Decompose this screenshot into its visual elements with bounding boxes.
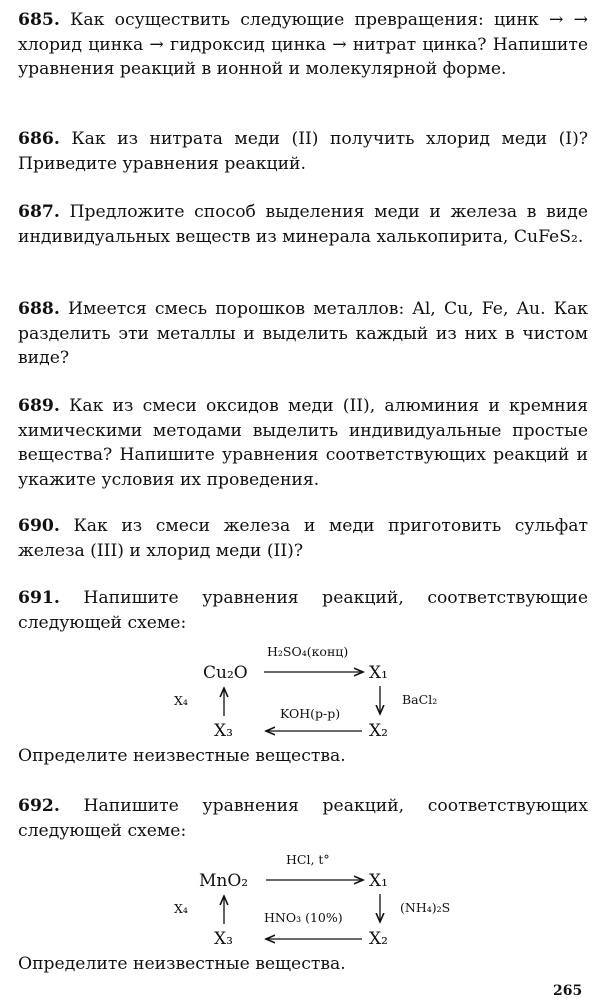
problem-text: Имеется смесь порошков металлов: Al, Cu, Fe, Au. Как разделить эти металлы и выделить каждый из них в чистом виде? xyxy=(18,299,588,368)
problem-689 xyxy=(18,394,588,492)
problem-number: 692. xyxy=(18,796,60,816)
problem-number: 685. xyxy=(18,10,60,30)
problem-691 xyxy=(18,586,588,635)
reaction-scheme-691 xyxy=(0,636,600,746)
problem-text: Как из смеси железа и меди приготовить сульфат железа (III) и хлорид меди (II)? xyxy=(18,516,589,561)
scheme-x1: X₁ xyxy=(369,663,388,683)
problem-number: 686. xyxy=(18,129,60,149)
problem-text: Напишите уравнения реакций, соответствующие следующей схеме: xyxy=(18,588,588,633)
left-label: X₄ xyxy=(174,901,188,916)
problem-687 xyxy=(18,200,588,249)
page-number: 265 xyxy=(553,983,583,999)
scheme-x2: X₂ xyxy=(369,721,388,741)
right-reagent: (NH₄)₂S xyxy=(400,900,451,915)
problem-number: 687. xyxy=(18,202,60,222)
bottom-reagent: KOH(р-р) xyxy=(280,706,341,721)
problem-692 xyxy=(18,794,588,843)
problem-690 xyxy=(18,514,588,563)
problem-text: Как осуществить следующие превращения: цинк → → хлорид цинка → гидроксид цинка → нитрат цинка? Напишите уравнения реакций в ионной и молекулярной форме. xyxy=(18,10,588,79)
problem-686 xyxy=(18,127,588,176)
problem-number: 690. xyxy=(18,516,60,536)
question-691: Определите неизвестные вещества. xyxy=(18,746,346,766)
scheme-x1: X₁ xyxy=(369,871,388,891)
question-692: Определите неизвестные вещества. xyxy=(18,954,346,974)
problem-number: 689. xyxy=(18,396,60,416)
top-reagent: H₂SO₄(конц) xyxy=(267,644,349,659)
problem-number: 688. xyxy=(18,299,60,319)
scheme-x2: X₂ xyxy=(369,929,388,949)
scheme-x3: X₃ xyxy=(214,929,233,949)
right-reagent: BaCl₂ xyxy=(402,692,438,707)
scheme-start: Cu₂O xyxy=(203,663,248,683)
scheme-x3: X₃ xyxy=(214,721,233,741)
problem-685 xyxy=(18,8,588,82)
top-reagent: HCl, t° xyxy=(286,852,330,867)
problem-text: Как из нитрата меди (II) получить хлорид меди (I)? Приведите уравнения реакций. xyxy=(18,129,588,174)
left-label: X₄ xyxy=(174,693,188,708)
bottom-reagent: HNO₃ (10%) xyxy=(264,910,343,925)
problem-688 xyxy=(18,297,588,371)
problem-text: Как из смеси оксидов меди (II), алюминия и кремния химическими методами выделить индивидуальные простые вещества? Напишите уравнения соответствующих реакций и укажите условия их проведения. xyxy=(18,396,588,490)
scheme-start: MnO₂ xyxy=(199,871,249,891)
problem-text: Предложите способ выделения меди и железа в виде индивидуальных веществ из минерала халькопирита, CuFeS₂. xyxy=(18,202,589,247)
problem-number: 691. xyxy=(18,588,60,608)
problem-text: Напишите уравнения реакций, соответствующих следующей схеме: xyxy=(18,796,588,841)
reaction-scheme-692 xyxy=(0,844,600,954)
